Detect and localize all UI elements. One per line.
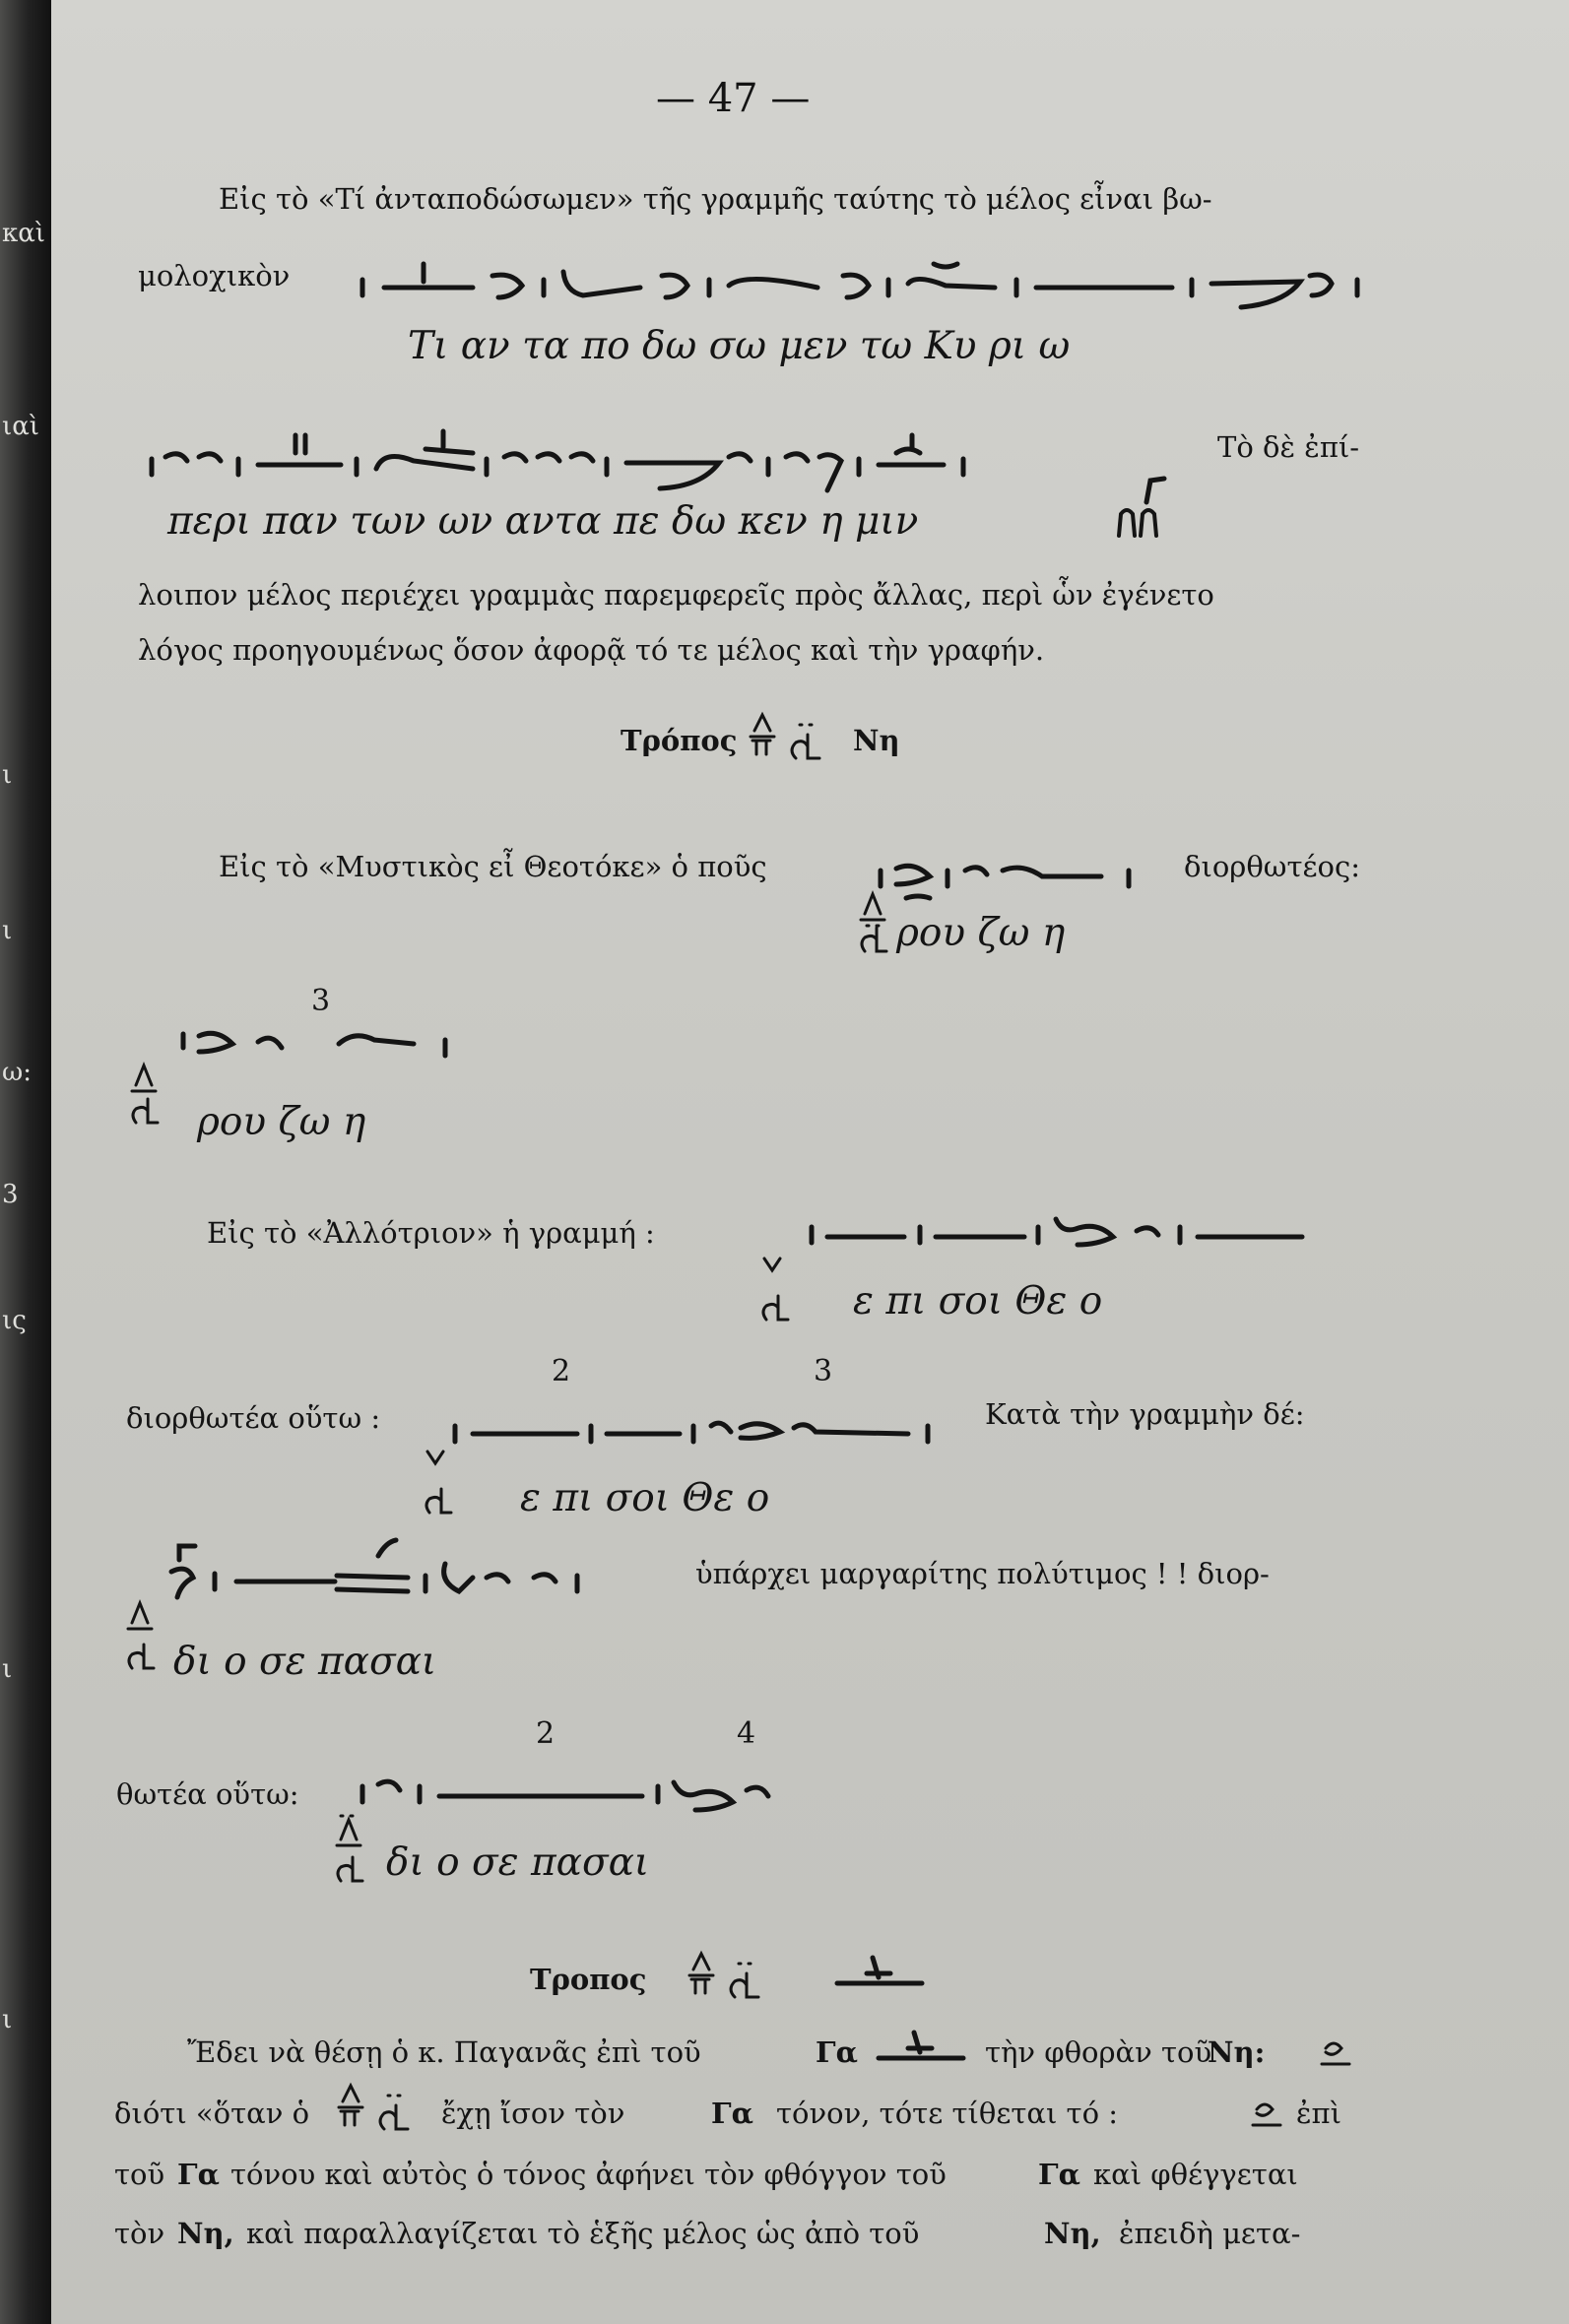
phthora-sign	[1318, 2033, 1357, 2072]
syllables-line: ε πι σοι Θε ο	[853, 1279, 1103, 1323]
martyria-number: 4	[737, 1716, 756, 1751]
margin-fragment: ιαὶ	[2, 412, 39, 441]
text-line: Γα	[711, 2097, 753, 2130]
mode-signature	[422, 1444, 461, 1522]
text-line: λοιπον μέλος περιέχει γραμμὰς παρεμφερεῖς πρὸς ἄλλας, περὶ ὧν ἐγένετο	[138, 578, 1214, 612]
text-line: Γα	[177, 2158, 220, 2191]
text-line: ἔχῃ ἴσον τὸν	[441, 2097, 625, 2130]
margin-fragment: ι	[2, 760, 13, 790]
martyria-number: 3	[311, 984, 331, 1018]
margin-fragment: ι	[2, 2005, 13, 2034]
margin-fragment: ις	[2, 1306, 27, 1335]
section-heading-tail: Νη	[853, 724, 900, 757]
mode-signature	[128, 1062, 163, 1130]
text-line: Γα	[816, 2035, 858, 2069]
text-line: Εἰς τὸ «Ἀλλότριον» ἡ γραμμή :	[207, 1216, 655, 1250]
syllables-line: δι ο σε πασαι	[386, 1840, 650, 1885]
margin-fragment: ω:	[2, 1058, 32, 1087]
syllables-line: ρου ζω η	[896, 911, 1066, 955]
neume-line	[167, 1536, 660, 1615]
mode-signature	[758, 1251, 798, 1329]
text-line: Γα	[1038, 2158, 1080, 2191]
section-heading: Τροπος	[530, 1963, 647, 1996]
neume-line	[449, 1388, 942, 1457]
neume-line	[806, 1197, 1318, 1266]
martyria-number: 2	[552, 1354, 571, 1388]
margin-fragment: ι	[2, 1654, 13, 1684]
mode-signature	[335, 2082, 433, 2137]
section-heading: Τρόπος	[621, 724, 738, 757]
text-line: καὶ παραλλαγίζεται τὸ ἑξῆς μέλος ὡς ἀπὸ τοῦ	[246, 2217, 920, 2250]
margin-fragment: 3	[2, 1180, 19, 1209]
mode-signature	[686, 1950, 784, 2005]
text-line: τόνου καὶ αὐτὸς ὁ τόνος ἀφήνει τὸν φθόγγον τοῦ	[230, 2158, 947, 2191]
text-line: Νη:	[1208, 2035, 1266, 2069]
margin-fragment: καὶ	[2, 219, 46, 248]
binding-gutter	[0, 0, 51, 2324]
syllables-line: ρου ζω η	[197, 1100, 366, 1144]
neume-line	[355, 242, 1389, 321]
neume-line	[177, 1020, 473, 1079]
neume-symbol	[1115, 500, 1174, 540]
text-line: τοῦ	[114, 2158, 165, 2191]
syllables-line: περι παν των ων αντα πε δω κεν η μιν	[167, 499, 919, 544]
text-line: τὴν φθορὰν τοῦ	[985, 2035, 1212, 2069]
margin-fragment: ι	[2, 916, 13, 945]
text-line: ἐπὶ	[1296, 2097, 1341, 2130]
text-line: διορθωτέος:	[1184, 850, 1360, 883]
mode-signature	[124, 1599, 160, 1678]
text-line: διότι «ὅταν ὁ	[114, 2097, 310, 2130]
text-line: Νη,	[177, 2217, 234, 2250]
text-line: Κατὰ τὴν γραμμὴν δέ:	[985, 1397, 1305, 1431]
text-line: καὶ φθέγγεται	[1093, 2158, 1298, 2191]
text-line: διορθωτέα οὕτω :	[126, 1401, 381, 1435]
text-line: ὑπάρχει μαργαρίτης πολύτιμος ! ! διορ-	[695, 1557, 1270, 1590]
text-line: Ἔδει νὰ θέσῃ ὁ κ. Παγανᾶς ἐπὶ τοῦ	[187, 2035, 701, 2069]
text-line: τόνον, τότε τίθεται τό :	[776, 2097, 1119, 2130]
text-line: μολοχικὸν	[138, 259, 291, 292]
martyria-number: 2	[536, 1716, 556, 1751]
page-number: — 47 —	[656, 76, 811, 121]
text-line: τὸν	[114, 2217, 165, 2250]
neume-symbol	[833, 1950, 928, 1989]
neume-symbol	[875, 2025, 969, 2064]
text-line: Εἰς τὸ «Τί ἀνταποδώσωμεν» τῆς γραμμῆς ταύτης τὸ μέλος εἶναι βω-	[219, 182, 1212, 216]
neume-line	[357, 1767, 790, 1826]
phthora-sign	[1249, 2094, 1288, 2133]
syllables-line: Τι αν τα πο δω σω μεν τω Κυ ρι ω	[408, 324, 1071, 368]
text-line: Εἰς τὸ «Μυστικὸς εἶ Θεοτόκε» ὁ ποῦς	[219, 850, 767, 883]
martyria-number: 3	[814, 1354, 833, 1388]
mode-signature	[747, 711, 837, 766]
mode-signature	[333, 1800, 368, 1889]
mode-signature	[857, 890, 892, 959]
text-line: ἐπειδὴ μετα-	[1119, 2217, 1301, 2250]
syllables-line: ε πι σοι Θε ο	[520, 1476, 770, 1520]
syllables-line: δι ο σε πασαι	[173, 1640, 437, 1684]
text-line: θωτέα οὕτω:	[116, 1777, 299, 1811]
text-line: Τὸ δὲ ἐπί-	[1217, 430, 1360, 464]
text-line: λόγος προηγουμένως ὅσον ἀφορᾷ τό τε μέλος καὶ τὴν γραφήν.	[138, 633, 1045, 667]
text-line: Νη,	[1044, 2217, 1101, 2250]
